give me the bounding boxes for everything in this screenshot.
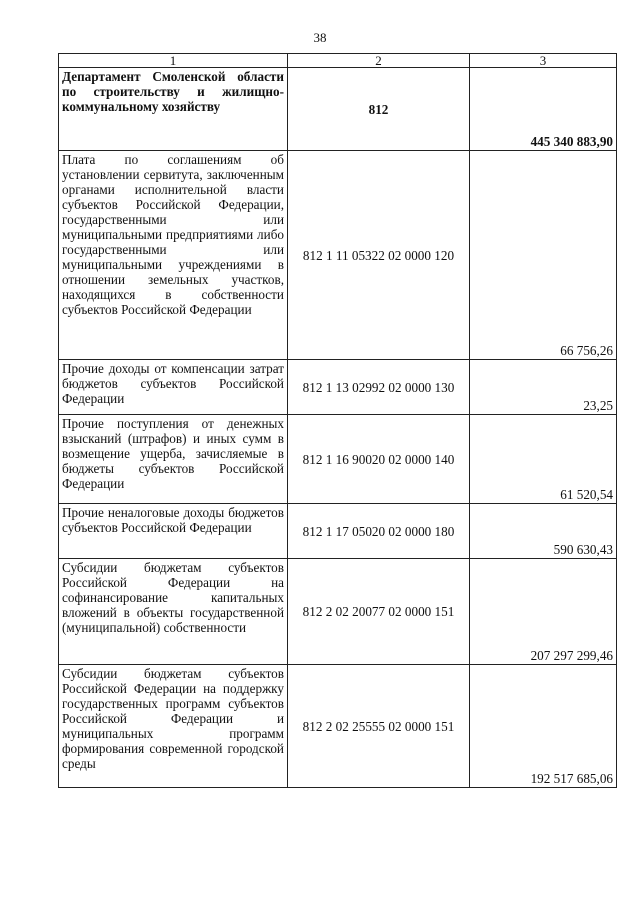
income-code: 812 1 13 02992 02 0000 130 — [288, 360, 470, 415]
income-description: Субсидии бюджетам субъектов Российской Федерации на поддержку государственных программ субъектов Российской Федерации и муниципальных программ формирования современной городской среды — [59, 665, 288, 788]
income-description: Прочие доходы от компенсации затрат бюджетов субъектов Российской Федерации — [59, 360, 288, 415]
income-description: Субсидии бюджетам субъектов Российской Федерации на софинансирование капитальных вложений в объекты государственной (муниципальной) собственности — [59, 559, 288, 665]
column-number-2: 2 — [288, 54, 470, 68]
income-amount: 192 517 685,06 — [470, 665, 617, 788]
income-amount: 590 630,43 — [470, 504, 617, 559]
table-row — [59, 151, 617, 360]
table-row — [59, 559, 617, 665]
department-code: 812 — [288, 68, 470, 151]
income-code: 812 1 16 90020 02 0000 140 — [288, 415, 470, 504]
table-row — [59, 415, 617, 504]
table-row — [59, 504, 617, 559]
income-description: Прочие поступления от денежных взысканий (штрафов) и иных сумм в возмещение ущерба, зачисляемые в бюджеты субъектов Российской Федерации — [59, 415, 288, 504]
income-amount: 23,25 — [470, 360, 617, 415]
income-description: Плата по соглашениям об установлении сервитута, заключенным органами исполнительной власти субъектов Российской Федерации, государственными или муниципальными предприятиями либо государственными или муниципальными учреждениями в отношении земельных участков, находящихся в собственности субъектов Российской Федерации — [59, 151, 288, 360]
budget-revenue-table — [58, 53, 617, 788]
income-amount: 61 520,54 — [470, 415, 617, 504]
income-code: 812 1 17 05020 02 0000 180 — [288, 504, 470, 559]
page-number: 38 — [313, 30, 327, 45]
income-code: 812 2 02 25555 02 0000 151 — [288, 665, 470, 788]
column-number-row — [59, 54, 617, 68]
income-amount: 66 756,26 — [470, 151, 617, 360]
income-description: Прочие неналоговые доходы бюджетов субъектов Российской Федерации — [59, 504, 288, 559]
column-number-3: 3 — [470, 54, 617, 68]
department-name: Департамент Смоленской области по строительству и жилищно-коммунальному хозяйству — [59, 68, 288, 151]
table-row — [59, 665, 617, 788]
column-number-1: 1 — [59, 54, 288, 68]
income-code: 812 1 11 05322 02 0000 120 — [288, 151, 470, 360]
income-amount: 207 297 299,46 — [470, 559, 617, 665]
department-row — [59, 68, 617, 151]
income-code: 812 2 02 20077 02 0000 151 — [288, 559, 470, 665]
table-row — [59, 360, 617, 415]
department-total-amount: 445 340 883,90 — [470, 68, 617, 151]
